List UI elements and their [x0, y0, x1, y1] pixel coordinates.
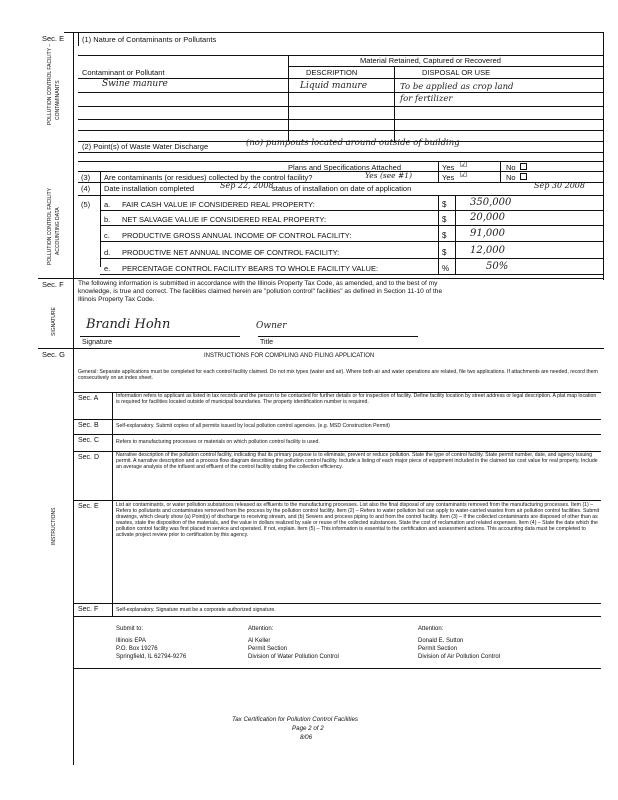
accounting-side-label-2: ACCOUNTING DATA: [55, 207, 61, 255]
entry-description: Liquid manure: [300, 81, 368, 91]
row4-date: Sep 22, 2008: [220, 181, 274, 190]
divider: [100, 210, 603, 211]
row4-num: (4): [81, 184, 91, 193]
attention-air-line-1: Donald E. Sutton: [418, 638, 464, 644]
divider: [455, 195, 456, 274]
divider: [78, 152, 603, 153]
item-d-label: PRODUCTIVE NET ANNUAL INCOME OF CONTROL FACILITY:: [122, 248, 340, 257]
sec-g-row-d-label: Sec. D: [78, 454, 100, 461]
sec-f-text-2: knowledge, is true and correct. The facilities claimed herein are "pollution control" facilities" as defined in Section 11-10 of the: [78, 288, 443, 295]
sec-g-row-d-text: Narrative description of the pollution control facility, indicating that its primary purpose is to eliminate, prevent or reduce pollution. State the type of control facility. State permit number, date, and agency issuing permit. A narrative description and a process flow diagram describing the pollution control facility. Include a listing of each major piece of equipment included in the claimed tax cost value for real property. Include an average analysis of the influent and effluent of the control facility stating the collection efficiency.: [116, 452, 598, 471]
item2-label: (2) Point(s) of Waste Water Discharge: [82, 142, 209, 151]
divider: [80, 336, 240, 337]
attention-air-line-2: Permit Section: [418, 646, 458, 652]
item-c-unit: $: [442, 231, 447, 240]
sec-f-side-label: SIGNATURE: [51, 307, 57, 336]
sec-g-label: Sec. G: [42, 350, 65, 359]
sec-g-row-f-text: Self-explanatory. Signature must be a corporate authorized signature.: [116, 607, 276, 613]
divider: [73, 434, 601, 435]
submit-head: Submit to:: [116, 626, 144, 632]
entry-disposal-1: To be applied as crop land: [400, 82, 514, 92]
sec-g-row-a-text: Information refers to applicant as listed in tax records and the person to be contacted for further details or for inspection of facility. Define facility location by street address or legal description. A plat map location is required for facilities located outside of municipal boundaries. The property identification number is required.: [116, 393, 597, 406]
col-contaminant: Contaminant or Pollutant: [82, 68, 165, 77]
signature-entry: Brandi Hohn: [86, 317, 171, 332]
divider: [100, 241, 603, 242]
item-b-unit: $: [442, 215, 447, 224]
plans-no-checkbox[interactable]: [520, 163, 527, 170]
sec-g-side-label: INSTRUCTIONS: [51, 507, 57, 545]
left-rule: [73, 32, 74, 765]
plans-label: Plans and Specifications Attached: [288, 163, 401, 172]
item-c-value: 91,000: [470, 228, 505, 239]
item2-entry: (no) pumpouts located around outside of building: [246, 138, 460, 148]
item1-label: (1) Nature of Contaminants or Pollutants: [82, 35, 217, 44]
sec-e-side-label: POLLUTION CONTROL FACILITY –: [47, 43, 53, 125]
sec-e-side-label-2: CONTAMINANTS: [55, 80, 61, 120]
divider: [78, 130, 603, 131]
sec-g-row-b-text: Self-explanatory. Submit copies of all permits issued by local pollution control agencies. (e.g. MSD Construction Permit): [116, 423, 390, 429]
top-border: [64, 32, 604, 33]
item-a-unit: $: [442, 200, 447, 209]
attention-water-line-1: Al Keller: [248, 638, 271, 644]
attention-air-head: Attention:: [418, 626, 444, 632]
sec-f-text-1: The following information is submitted in accordance with the Illinois Property Tax Code, as amended, and to the best of my: [78, 280, 438, 287]
item-e-unit: %: [442, 264, 450, 273]
signature-label: Signature: [82, 339, 112, 346]
item-d-letter: d.: [104, 248, 111, 257]
divider: [78, 92, 603, 93]
entry-disposal-2: for fertilizer: [400, 94, 453, 104]
row3-text: Are contaminants (or residues) collected by the control facility?: [104, 173, 313, 182]
divider: [38, 278, 604, 279]
row4-app-date: Sep 30 2008: [534, 181, 585, 190]
item-d-unit: $: [442, 248, 447, 257]
accounting-side-label: POLLUTION CONTROL FACILITY: [47, 187, 53, 265]
sec-g-row-b-label: Sec. B: [78, 422, 99, 429]
item-b-value: 20,000: [470, 212, 505, 223]
divider: [288, 66, 603, 67]
right-rule: [603, 32, 604, 280]
plans-yes-checkbox[interactable]: ☑: [460, 160, 468, 169]
item-e-letter: e.: [104, 264, 111, 273]
divider: [73, 668, 601, 669]
item-a-label: FAIR CASH VALUE IF CONSIDERED REAL PROPERTY:: [122, 200, 315, 209]
item-a-letter: a.: [104, 200, 111, 209]
attention-air-line-3: Division of Air Pollution Control: [418, 654, 501, 660]
sec-g-row-f-label: Sec. F: [78, 606, 99, 613]
footer-date: 8/06: [300, 734, 313, 741]
divider: [78, 171, 603, 172]
title-label: Title: [260, 339, 273, 346]
divider: [73, 603, 601, 604]
sec-f-label: Sec. F: [42, 280, 64, 289]
footer-title: Tax Certification for Pollution Control Facilities: [232, 716, 358, 723]
row3-entry: Yes (see #1): [365, 171, 412, 180]
entry-contaminant: Swine manure: [102, 79, 168, 89]
item-d-value: 12,000: [470, 245, 505, 256]
divider: [288, 55, 289, 141]
submit-line-2: P.O. Box 19276: [116, 646, 158, 652]
submit-line-3: Springfield, IL 62794-9276: [116, 654, 187, 660]
divider: [73, 500, 601, 501]
row3-yes-checkbox[interactable]: ☑: [460, 170, 468, 179]
divider: [73, 419, 601, 420]
sec-g-row-c-text: Refers to manufacturing processes or materials on which pollution control facility is used.: [116, 439, 320, 445]
divider: [73, 616, 601, 617]
divider: [100, 274, 603, 275]
material-header: Material Retained, Captured or Recovered: [360, 56, 501, 65]
attention-water-line-2: Permit Section: [248, 646, 288, 652]
col-disposal: DISPOSAL OR USE: [422, 68, 491, 77]
row3-no-label: No: [506, 173, 516, 182]
divider: [78, 195, 603, 196]
submit-line-1: Illinois EPA: [116, 638, 146, 644]
attention-water-head: Attention:: [248, 626, 274, 632]
plans-yes-label: Yes: [442, 163, 455, 172]
col-description: DESCRIPTION: [306, 68, 358, 77]
sec-f-text-3: Illinois Property Tax Code.: [78, 296, 155, 303]
row4-status: status of installation on date of application: [272, 184, 412, 193]
row3-yes-label: Yes: [442, 173, 455, 182]
item-b-letter: b.: [104, 215, 111, 224]
row3-no-checkbox[interactable]: [520, 173, 527, 180]
row5-num: (5): [81, 200, 91, 209]
sec-g-row-a-label: Sec. A: [78, 395, 99, 402]
divider: [38, 348, 604, 349]
title-entry: Owner: [256, 321, 287, 331]
item-c-label: PRODUCTIVE GROSS ANNUAL INCOME OF CONTROL FACILITY:: [122, 231, 352, 240]
item-e-value: 50%: [486, 261, 509, 272]
divider: [100, 171, 101, 267]
divider: [78, 32, 79, 46]
divider: [100, 258, 603, 259]
attention-water-line-3: Division of Water Pollution Control: [248, 654, 339, 660]
divider: [78, 182, 603, 183]
item-b-label: NET SALVAGE VALUE IF CONSIDERED REAL PROPERTY:: [122, 215, 327, 224]
divider: [258, 336, 418, 337]
sec-e-label: Sec. E: [42, 34, 65, 43]
sec-g-row-e-text: List air contaminants, or water pollution substances released as effluents to the manufacturing processes. List also the final disposal of any contaminants removed from the manufacturing processes. Item (1) – Refers to pollutants and contaminates removed from the process by the pollution control facility. Item (2) – Refers to water pollution but can apply to water-carried wastes from air pollution control facilities. Submit drawings, which clearly show (a) Point(s) of discharge to receiving stream, and (b) Sewers and process piping to and from the control facility. Item (3) – If the collected contaminants are disposed of other than as wastes, state the disposition of the materials, and the value in dollars realized by sale or reuse of the collected substances. State the cost of reclamation and related expenses. Item (4) – State the date which the pollution control facility was first placed in service and operated. If not, explain. Item (5) – This information is essential to the certification and assessment actions. This accounting data must be completed to activate project review prior to certification by this agency.: [116, 502, 600, 539]
divider: [78, 161, 603, 162]
item-e-label: PERCENTAGE CONTROL FACILITY BEARS TO WHOLE FACILITY VALUE:: [122, 264, 379, 273]
item-c-letter: c.: [104, 231, 110, 240]
divider: [78, 119, 603, 120]
divider: [100, 225, 603, 226]
footer-page: Page 2 of 2: [292, 725, 324, 732]
item-a-value: 350,000: [470, 197, 512, 208]
divider: [438, 195, 439, 274]
sec-g-row-c-label: Sec. C: [78, 437, 100, 444]
divider: [112, 392, 113, 616]
sec-g-heading: INSTRUCTIONS FOR COMPILING AND FILING APPLICATION: [204, 353, 375, 359]
divider: [78, 106, 603, 107]
row3-num: (3): [81, 173, 91, 182]
divider: [78, 55, 603, 56]
sec-g-general: General: Separate applications must be completed for each control facility claimed. Do not mix types (water and air). Where both air and water operations are related, file two applications. If attachments are needed, record them consecutively on an index sheet.: [78, 369, 598, 382]
plans-no-label: No: [506, 163, 516, 172]
row4-text: Date installation completed: [104, 184, 195, 193]
sec-g-row-e-label: Sec. E: [78, 503, 99, 510]
